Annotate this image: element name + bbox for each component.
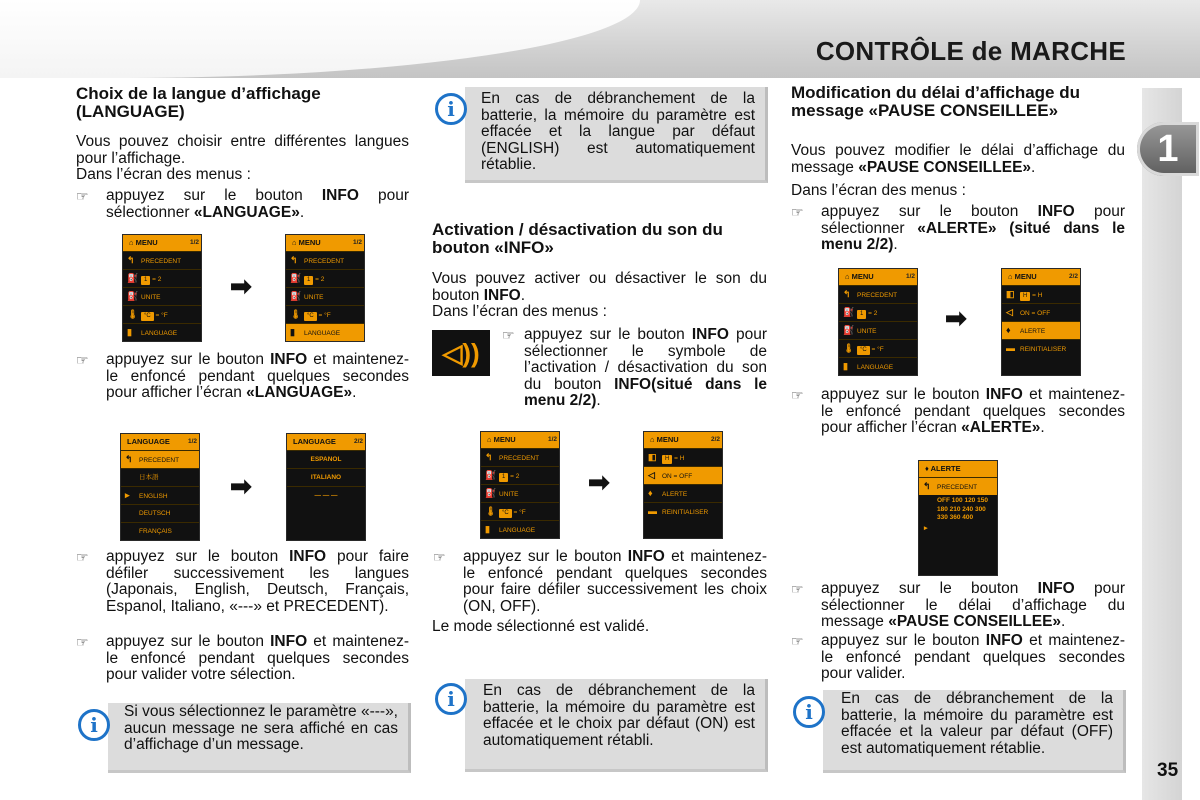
fuel-icon: ⛽ [127,273,139,283]
menu-screen-6: ⌂ MENU 2/2 ◧ H = H ◁ ON = OFF ♦ ALERTE ▬ REINITIALISER [1001,268,1081,376]
alert-icon: ♦ [925,464,929,473]
info-icon: i [793,696,825,728]
language-screen-2: LANGUAGE 2/2 ESPANOL ITALIANO — — — [286,433,366,541]
speaker-icon: ◁ [648,470,655,480]
menu-screen-4: ⌂ MENU 2/2 ◧ H = H ◁ ON = OFF ♦ ALERTE ▬ REINITIALISER [643,431,723,539]
alert-icon: ♦ [648,488,653,498]
page-title: CONTRÔLE de MARCHE [815,36,1126,66]
col3-bullet-1: ☞ appuyez sur le bouton INFO pour sélectionner «ALERTE» (situé dans le menu 2/2). [791,203,1125,253]
col1-info-box [90,703,411,773]
col2-intro: Vous pouvez activer ou désactiver le son du bouton INFO. Dans l’écran des menus : [432,270,767,320]
col3-heading: Modification du délai d’affichage du message «PAUSE CONSEILLEE» [791,83,1081,120]
col1-bullet-4: ☞ appuyez sur le bouton INFO et maintenez-le enfoncé pendant quelques secondes pour valider votre sélection. [76,633,409,683]
col3-info-text: En cas de débranchement de la batterie, la mémoire du paramètre est effacée et la valeur par défaut (OFF) est automatiquement rétablie. [841,690,1113,757]
arrow-right-icon: ➡ [230,471,252,501]
menu-screen-3: ⌂ MENU 1/2 ↰ PRECEDENT ⛽ 1 = 2 ⛽ UNITE 🌡 °C = °F ▮ LANGUAGE [480,431,560,539]
back-arrow-icon: ↰ [127,255,135,265]
bullet-hand-icon: ☞ [76,188,89,204]
col1-intro [76,134,409,184]
book-icon: ▮ [127,327,132,337]
col1-bullet-1: ☞ appuyez sur le bouton INFO pour sélectionner «LANGUAGE». [76,187,409,221]
col2-bullet-1: ☞ appuyez sur le bouton INFO pour sélectionner le symbole de l’activation / désactivation du son du bouton INFO(situé dans le menu 2/2). [502,326,767,409]
col1-bullet-2: ☞ appuyez sur le bouton INFO et maintenez-le enfoncé pendant quelques secondes pour afficher l’écran «LANGUAGE». [76,351,409,401]
col1-intro2: Dans l’écran des menus : [76,166,251,183]
col1-heading: Choix de la langue d’affichage (LANGUAGE) [76,84,321,121]
col3-intro1: Vous pouvez modifier le délai d’affichage du message «PAUSE CONSEILLEE». [791,142,1125,176]
header-swoosh [0,0,640,78]
home-icon: ⌂ [129,238,134,247]
thermometer-icon: 🌡 [127,309,139,319]
arrow-right-icon: ➡ [945,303,967,333]
col2-heading: Activation / désactivation du son du bouton «INFO» [432,220,723,257]
side-bar [1142,88,1182,800]
col3-info-box [805,690,1126,773]
language-screen-1: LANGUAGE 1/2 ↰ PRECEDENT 日本語 ▸ ENGLISH DEUTSCH FRANÇAIS [120,433,200,541]
page-header [0,0,1200,78]
arrow-right-icon: ➡ [588,467,610,497]
col2-info-top-text: En cas de débranchement de la batterie, la mémoire du paramètre est effacée et la langue par défaut (ENGLISH) est automatiquement rétablie. [481,90,755,173]
col2-info-box-top [447,87,768,183]
col1-bullet-3: ☞ appuyez sur le bouton INFO pour faire défiler successivement les langues (Japonais, English, Deutsch, Français, Espanol, Italiano, «---» et PRECEDENT). [76,548,409,615]
info-icon: i [435,93,467,125]
col2-info-bottom-text: En cas de débranchement de la batterie, la mémoire du paramètre est effacée et le choix par défaut (ON) est automatiquement rétabli. [483,682,755,749]
info-icon: i [78,709,110,741]
info-icon: i [435,683,467,715]
col1-intro1: Vous pouvez choisir entre différentes langues pour l’affichage. [76,133,409,167]
col3-bullet-4: ☞ appuyez sur le bouton INFO et maintenez-le enfoncé pendant quelques secondes pour valider. [791,632,1125,682]
menu-screen-5: ⌂ MENU 1/2 ↰ PRECEDENT ⛽ 1 = 2 ⛽ UNITE 🌡 °C = °F ▮ LANGUAGE [838,268,918,376]
col2-info-box-bottom [447,679,768,772]
col3-bullet-3: ☞ appuyez sur le bouton INFO pour sélectionner le délai d’affichage du message «PAUSE CONSEILLEE». [791,580,1125,630]
arrow-right-icon: ➡ [230,271,252,301]
col3-bullet-2: ☞ appuyez sur le bouton INFO et maintenez-le enfoncé pendant quelques secondes pour afficher l’écran «ALERTE». [791,386,1125,436]
col2-validated: Le mode sélectionné est validé. [432,618,650,635]
menu-screen-1: ⌂ MENU 1/2 ↰ PRECEDENT ⛽ 1 = 2 ⛽ UNITE 🌡 °C = °F ▮ LANGUAGE [122,234,202,342]
col1-info-text: Si vous sélectionnez le paramètre «---», aucun message ne sera affiché en cas d’affichage d’un message. [124,703,398,753]
speaker-icon: ◁)) [432,330,490,376]
reset-icon: ▬ [648,506,657,516]
col3-intro2: Dans l’écran des menus : [791,182,966,199]
chapter-tab: 1 [1137,122,1199,176]
page-number: 35 [1157,760,1179,781]
col2-bullet-2: ☞ appuyez sur le bouton INFO et maintenez-le enfoncé pendant quelques secondes pour faire défiler successivement les choix (ON, OFF). [433,548,767,615]
menu-screen-2: ⌂ MENU 1/2 ↰ PRECEDENT ⛽ 1 = 2 ⛽ UNITE 🌡 °C = °F ▮ LANGUAGE [285,234,365,342]
alerte-screen: ♦ ALERTE ↰ PRECEDENT ▸ OFF 100 120 150 180 210 240 300 330 360 400 [918,460,998,576]
